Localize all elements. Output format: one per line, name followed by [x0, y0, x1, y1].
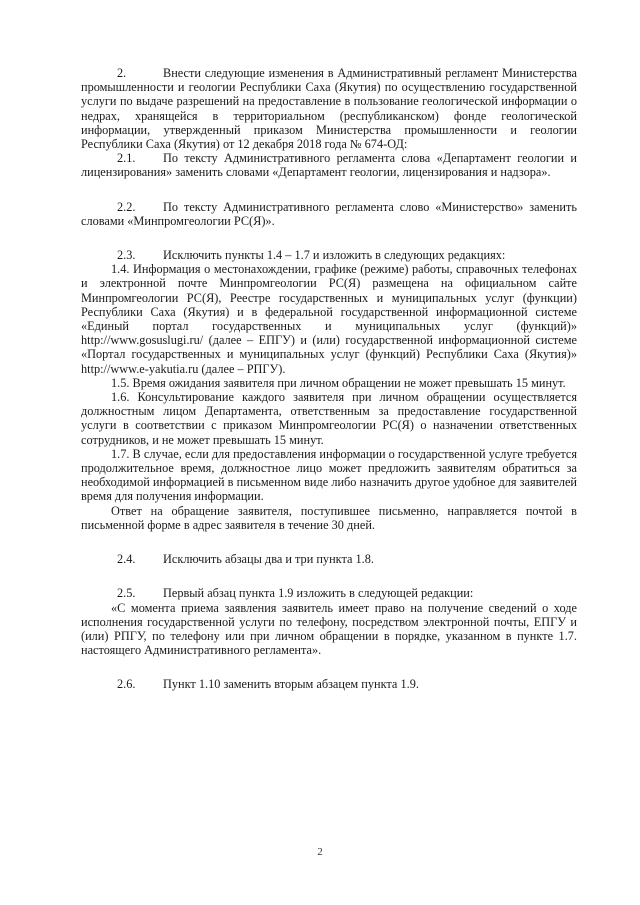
spacer	[81, 657, 577, 677]
paragraph-number: 2.3.	[117, 248, 136, 263]
paragraph-number: 2.2.	[117, 199, 136, 214]
page-number: 2	[317, 846, 323, 858]
paragraph-text: По тексту Административного регламента слово «Министерство» заменить словами «Минпромгеологии РС(Я)».	[81, 199, 577, 228]
paragraph-1-4: 1.4. Информация о местонахождении, графике (режиме) работы, справочных телефонах и электронной почте Минпромгеологии РС(Я) размещена на официальном сайте Минпромгеологии РС(Я), Реестре государственных и муниципальных услуг (функции) Республики Саха (Якутия) и в федеральной государственной информационной системе «Единый портал государственных и муниципальных услуг (функций)» http://www.gosuslugi.ru/ (далее – ЕПГУ) и (или) государственной информационной системе «Портал государственных и муниципальных услуг (функций) Республики Саха (Якутия)» http://www.e-yakutia.ru (далее – РПГУ).	[81, 262, 577, 376]
paragraph-text: Исключить абзацы два и три пункта 1.8.	[163, 552, 374, 567]
paragraph-text: Внести следующие изменения в Административный регламент Министерства промышленности и геологии Республики Саха (Якутия) по осуществлению государственной услуги по выдаче разрешений на предоставление в пользование геологической информации о недрах, хранящейся в территориальном (республиканском) фонде геологической информации, утвержденный приказом Министерства промышленности и геологии Республики Саха (Якутия) от 12 декабря 2018 года № 674-ОД:	[81, 66, 577, 152]
paragraph-1-7: 1.7. В случае, если для предоставления информации о государственной услуге требуется продолжительное время, должностное лицо может предложить заявителям обратиться за необходимой информацией в письменном виде либо назначить другое удобное для заявителей время для получения информации.	[81, 446, 577, 504]
paragraph-number: 2.4.	[117, 552, 136, 567]
paragraph-1-5: 1.5. Время ожидания заявителя при личном обращении не может превышать 15 минут.	[111, 375, 566, 390]
paragraph-text: Пункт 1.10 заменить вторым абзацем пункта 1.9.	[163, 677, 419, 692]
spacer	[81, 532, 577, 552]
paragraph-2-2	[81, 200, 577, 228]
paragraph-2	[81, 66, 577, 151]
paragraph-text: Первый абзац пункта 1.9 изложить в следующей редакции:	[163, 586, 474, 601]
paragraph-number: 2.5.	[117, 586, 136, 601]
paragraph-number: 2.	[117, 66, 127, 80]
document-body	[81, 66, 577, 692]
paragraph-number: 2.1.	[117, 151, 136, 166]
paragraph-number: 2.6.	[117, 677, 136, 692]
paragraph-2-5	[81, 586, 577, 600]
paragraph-2-4	[81, 552, 577, 566]
spacer	[81, 180, 577, 200]
paragraph-2-1	[81, 151, 577, 179]
paragraph-text: Исключить пункты 1.4 – 1.7 и изложить в следующих редакциях:	[163, 248, 506, 263]
paragraph-text: По тексту Административного регламента слова «Департамент геологии и лицензирования» заменить словами «Департамент геологии, лицензирования и надзора».	[81, 151, 577, 180]
spacer	[81, 566, 577, 586]
paragraph-2-3	[81, 248, 577, 262]
paragraph-2-6	[81, 677, 577, 691]
paragraph-quote: «С момента приема заявления заявитель имеет право на получение сведений о ходе исполнения государственной услуги по телефону, посредством электронной почты, ЕПГУ и (или) РПГУ, по телефону или при личном обращении в порядке, указанном в пункте 1.7. настоящего Административного регламента».	[81, 600, 577, 658]
spacer	[81, 228, 577, 248]
paragraph-reply: Ответ на обращение заявителя, поступившее письменно, направляется почтой в письменной форме в адрес заявителя в течение 30 дней.	[81, 503, 577, 532]
paragraph-1-6: 1.6. Консультирование каждого заявителя при личном обращении осуществляется должностным лицом Департамента, ответственным за предоставление государственной услуги в соответствии с приказом Минпромгеологии РС(Я) о назначении ответственных сотрудников, и не может превышать 15 минут.	[81, 390, 577, 447]
